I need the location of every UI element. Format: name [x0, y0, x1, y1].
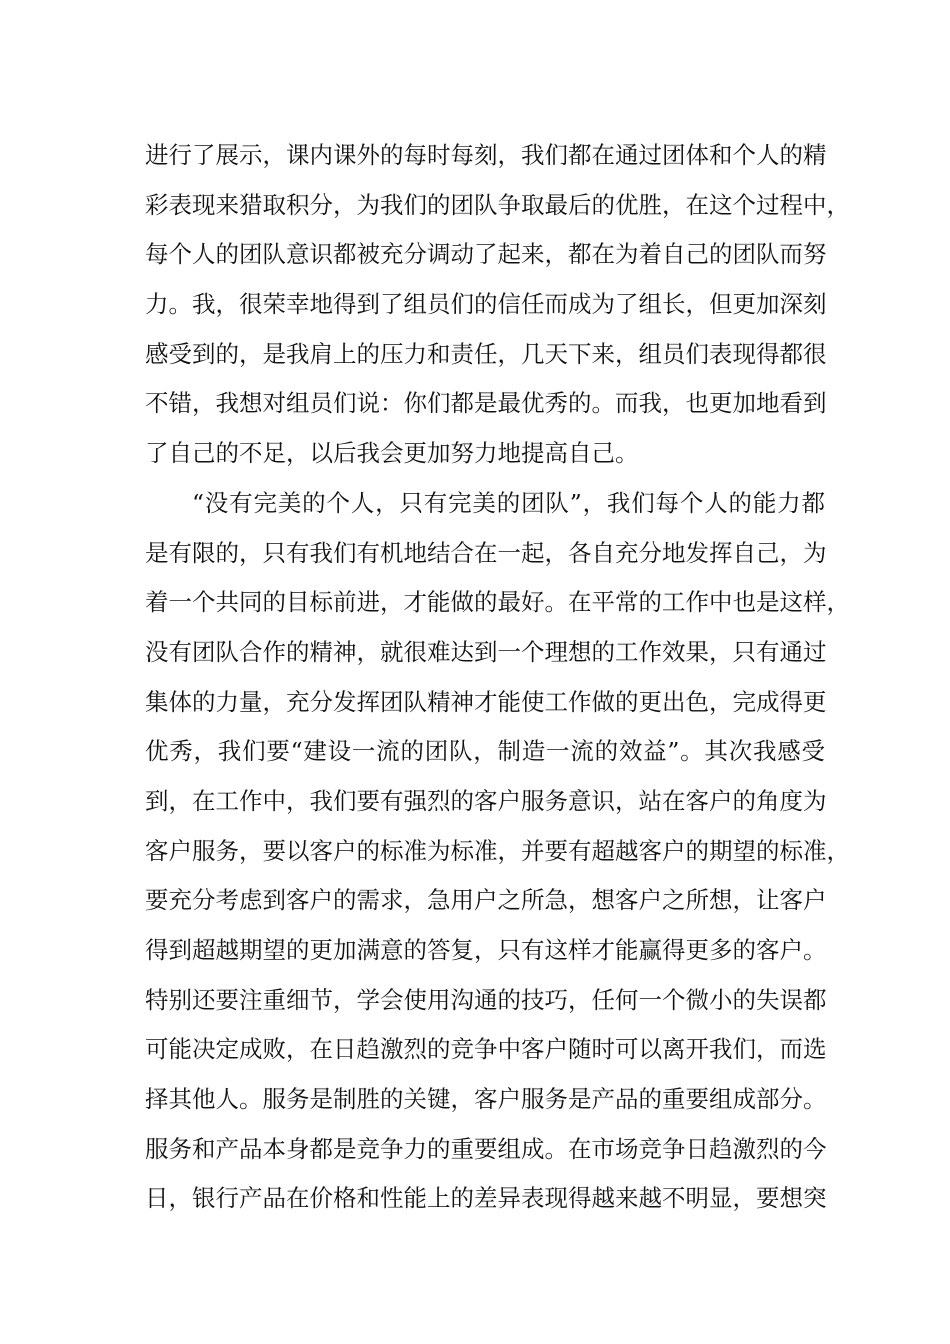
text-line: 优秀，我们要“建设一流的团队，制造一流的效益”。其次我感受	[145, 737, 825, 766]
text-line: 没有团队合作的精神，就很难达到一个理想的工作效果，只有通过	[145, 637, 827, 666]
text-line: 服务和产品本身都是竞争力的重要组成。在市场竞争日趋激烈的今	[145, 1134, 827, 1163]
text-line: 特别还要注重细节，学会使用沟通的技巧，任何一个微小的失误都	[145, 985, 827, 1014]
text-line: 择其他人。服务是制胜的关键，客户服务是产品的重要组成部分。	[145, 1085, 827, 1114]
text-line: 得到超越期望的更加满意的答复，只有这样才能赢得更多的客户。	[145, 936, 827, 964]
body-text	[145, 131, 850, 1224]
paragraph-start-line: “没有完美的个人，只有完美的团队”，我们每个人的能力都	[192, 488, 825, 517]
text-line: 客户服务，要以客户的标准为标准，并要有超越客户的期望的标准，	[145, 836, 850, 865]
text-line: 到，在工作中，我们要有强烈的客户服务意识，站在客户的角度为	[145, 786, 827, 815]
text-line: 集体的力量，充分发挥团队精神才能使工作做的更出色，完成得更	[145, 687, 827, 716]
text-line: 感受到的，是我肩上的压力和责任，几天下来，组员们表现得都很	[145, 339, 827, 368]
text-line: 可能决定成败，在日趋激烈的竞争中客户随时可以离开我们，而选	[145, 1035, 827, 1064]
text-line: 进行了展示，课内课外的每时每刻，我们都在通过团体和个人的精	[145, 141, 827, 169]
text-line: 每个人的团队意识都被充分调动了起来，都在为着自己的团队而努	[145, 240, 827, 269]
paragraph-end-line: 了自己的不足，以后我会更加努力地提高自己。	[145, 439, 639, 468]
text-line: 不错，我想对组员们说：你们都是最优秀的。而我，也更加地看到	[145, 389, 827, 418]
text-line: 是有限的，只有我们有机地结合在一起，各自充分地发挥自己，为	[145, 538, 827, 567]
text-line: 力。我，很荣幸地得到了组员们的信任而成为了组长，但更加深刻	[145, 290, 827, 319]
text-line: 彩表现来猎取积分，为我们的团队争取最后的优胜，在这个过程中，	[145, 190, 850, 219]
text-line: 要充分考虑到客户的需求，急用户之所急，想客户之所想，让客户	[145, 886, 827, 915]
text-line: 日，银行产品在价格和性能上的差异表现得越来越不明显，要想突	[145, 1184, 827, 1213]
text-line: 着一个共同的目标前进，才能做的最好。在平常的工作中也是这样，	[145, 588, 850, 617]
